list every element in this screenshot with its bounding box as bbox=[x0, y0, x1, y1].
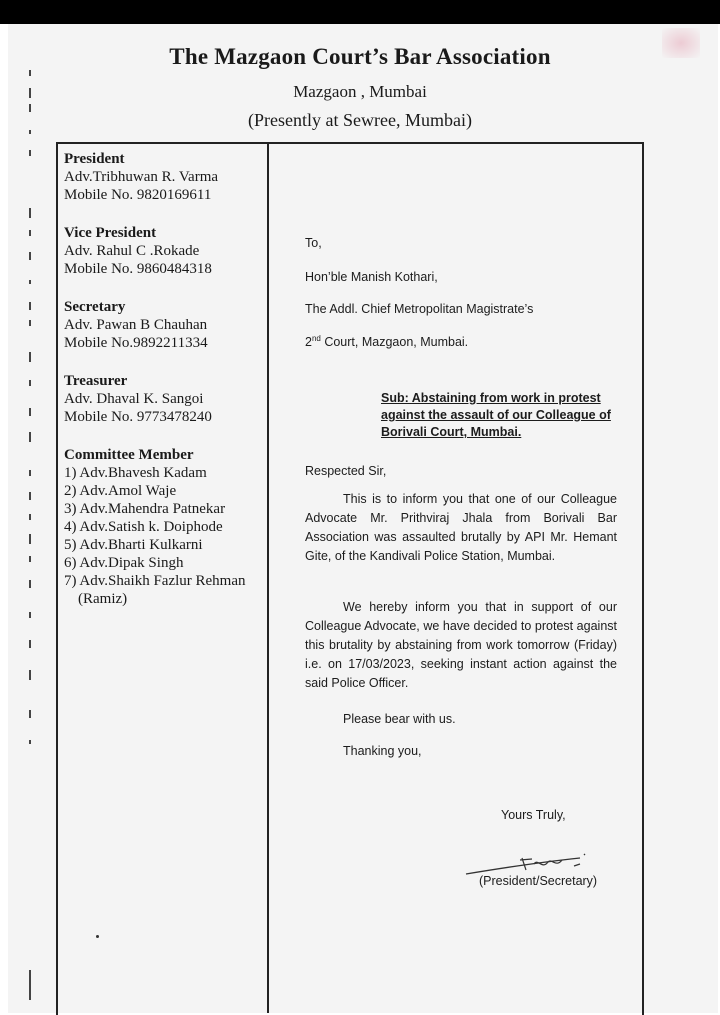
committee-member: 5) Adv.Bharti Kulkarni bbox=[64, 537, 203, 553]
office-treasurer bbox=[64, 372, 264, 426]
office-name: Adv.Tribhuwan R. Varma bbox=[64, 169, 219, 185]
office-president bbox=[64, 150, 264, 204]
office-name: Adv. Dhaval K. Sangoi bbox=[64, 391, 204, 407]
office-mobile: Mobile No. 9820169611 bbox=[64, 187, 212, 203]
office-role: Treasurer bbox=[64, 373, 128, 389]
binding-edge-marks bbox=[24, 40, 38, 1000]
letter-signatory: (President/Secretary) bbox=[479, 874, 598, 888]
association-name: The Mazgaon Court’s Bar Association bbox=[169, 44, 551, 69]
paper-speck bbox=[96, 935, 99, 938]
committee-member: 6) Adv.Dipak Singh bbox=[64, 555, 184, 571]
office-role: President bbox=[64, 151, 125, 167]
association-present-location: (Presently at Sewree, Mumbai) bbox=[248, 110, 472, 130]
letter-yours-truly: Yours Truly, bbox=[501, 808, 566, 822]
letter-paragraph-2: We hereby inform you that in support of our Colleague Advocate, we have decided to protest against this brutality by abstaining from work tomorrow (Friday) i.e. on 17/03/2023, seeking instant action against the said Police Officer. bbox=[305, 600, 617, 690]
letter-thanking: Thanking you, bbox=[343, 744, 422, 758]
office-role: Secretary bbox=[64, 299, 126, 315]
office-role: Vice President bbox=[64, 225, 157, 241]
letter-designation: The Addl. Chief Metropolitan Magistrate’s bbox=[305, 302, 534, 316]
court-rest: Court, Mazgaon, Mumbai. bbox=[320, 335, 469, 350]
top-bar bbox=[0, 0, 720, 24]
office-mobile: Mobile No. 9773478240 bbox=[64, 409, 212, 425]
handwritten-signature bbox=[462, 850, 612, 878]
office-name: Adv. Pawan B Chauhan bbox=[64, 317, 208, 333]
letter-to: To, bbox=[305, 236, 322, 250]
court-number: 2 bbox=[305, 335, 312, 350]
office-mobile: Mobile No. 9860484318 bbox=[64, 261, 212, 277]
committee-member: 4) Adv.Satish k. Doiphode bbox=[64, 519, 223, 535]
letter-addressee: Hon’ble Manish Kothari, bbox=[305, 270, 438, 284]
office-mobile: Mobile No.9892211334 bbox=[64, 335, 208, 351]
column-divider bbox=[267, 142, 269, 1013]
committee-member: 1) Adv.Bhavesh Kadam bbox=[64, 465, 207, 481]
committee-list bbox=[64, 464, 264, 608]
committee-title: Committee Member bbox=[64, 447, 194, 463]
office-vice-president bbox=[64, 224, 264, 278]
letter-bear-with-us: Please bear with us. bbox=[343, 712, 456, 726]
court-suffix: nd bbox=[311, 334, 321, 343]
office-bearers-sidebar bbox=[64, 150, 264, 608]
association-location: Mazgaon , Mumbai bbox=[293, 82, 427, 101]
committee-member: (Ramiz) bbox=[78, 591, 128, 607]
office-secretary bbox=[64, 298, 264, 352]
letter-subject: Sub: Abstaining from work in protest against the assault of our Colleague of Borivali Court, Mumbai. bbox=[381, 391, 611, 439]
letter-court bbox=[305, 334, 468, 349]
letter-paragraph-1: This is to inform you that one of our Colleague Advocate Mr. Prithviraj Jhala from Borivali Bar Association was assaulted brutally by API Mr. Hemant Gite, of the Kandivali Police Station, Mumbai. bbox=[305, 492, 617, 563]
office-name: Adv. Rahul C .Rokade bbox=[64, 243, 200, 259]
committee-member: 2) Adv.Amol Waje bbox=[64, 483, 177, 499]
letter-salutation: Respected Sir, bbox=[305, 464, 387, 478]
committee-member: 3) Adv.Mahendra Patnekar bbox=[64, 501, 226, 517]
committee-member: 7) Adv.Shaikh Fazlur Rehman bbox=[64, 573, 246, 589]
